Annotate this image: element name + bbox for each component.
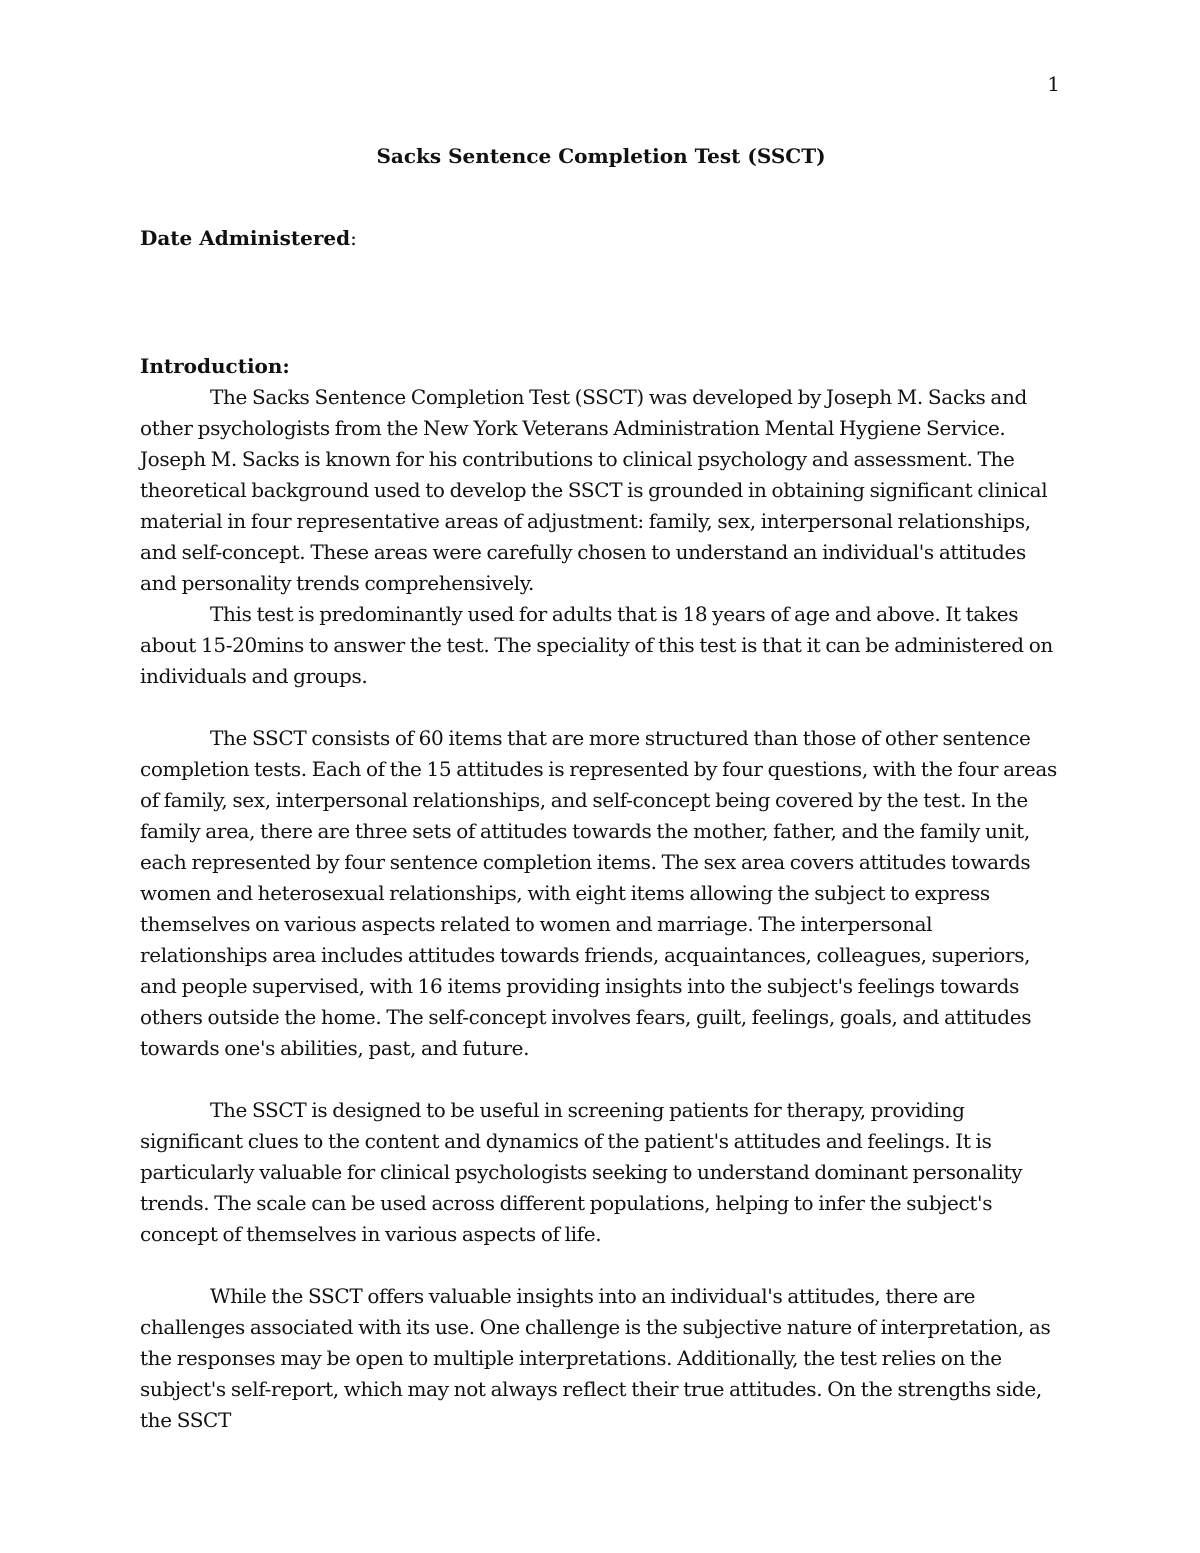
paragraph-spacer (140, 1064, 1062, 1095)
paragraph-screening: The SSCT is designed to be useful in screening patients for therapy, providing significant clues to the content and dynamics of the patient's attitudes and feelings. It is particularly valuable for clinical psychologists seeking to understand dominant personality trends. The scale can be used across different populations, helping to infer the subject's concept of themselves in various aspects of life. (140, 1098, 1023, 1246)
date-administered-label: Date Administered (140, 226, 351, 250)
introduction-heading: Introduction: (140, 354, 290, 378)
paragraph-spacer (140, 692, 1062, 723)
document-body (140, 140, 1062, 1436)
paragraph-structure: The SSCT consists of 60 items that are more structured than those of other sentence completion tests. Each of the 15 attitudes is represented by four questions, with the four areas of family, sex, interpersonal relationships, and self-concept being covered by the test. In the family area, there are three sets of attitudes towards the mother, father, and the family unit, each represented by four sentence completion items. The sex area covers attitudes towards women and heterosexual relationships, with eight items allowing the subject to express themselves on various aspects related to women and marriage. The interpersonal relationships area includes attitudes towards friends, acquaintances, colleagues, superiors, and people supervised, with 16 items providing insights into the subject's feelings towards others outside the home. The self-concept involves fears, guilt, feelings, goals, and attitudes towards one's abilities, past, and future. (140, 726, 1057, 1060)
paragraph-challenges: While the SSCT offers valuable insights into an individual's attitudes, there are challenges associated with its use. One challenge is the subjective nature of interpretation, as the responses may be open to multiple interpretations. Additionally, the test relies on the subject's self-report, which may not always reflect their true attitudes. On the strengths side, the SSCT (140, 1284, 1051, 1432)
date-administered-separator: : (350, 226, 357, 250)
paragraph-spacer (140, 1250, 1062, 1281)
document-title: Sacks Sentence Completion Test (SSCT) (376, 144, 826, 168)
paragraph-usage: This test is predominantly used for adults that is 18 years of age and above. It takes about 15-20mins to answer the test. The speciality of this test is that it can be administered on individuals and groups. (140, 602, 1053, 688)
date-administered-row (140, 222, 1062, 254)
paragraph-origin: The Sacks Sentence Completion Test (SSCT) was developed by Joseph M. Sacks and other psychologists from the New York Veterans Administration Mental Hygiene Service. Joseph M. Sacks is known for his contributions to clinical psychology and assessment. The theoretical background used to develop the SSCT is grounded in obtaining significant clinical material in four representative areas of adjustment: family, sex, interpersonal relationships, and self-concept. These areas were carefully chosen to understand an individual's attitudes and personality trends comprehensively. (140, 385, 1048, 595)
page-number: 1 (1047, 72, 1060, 96)
